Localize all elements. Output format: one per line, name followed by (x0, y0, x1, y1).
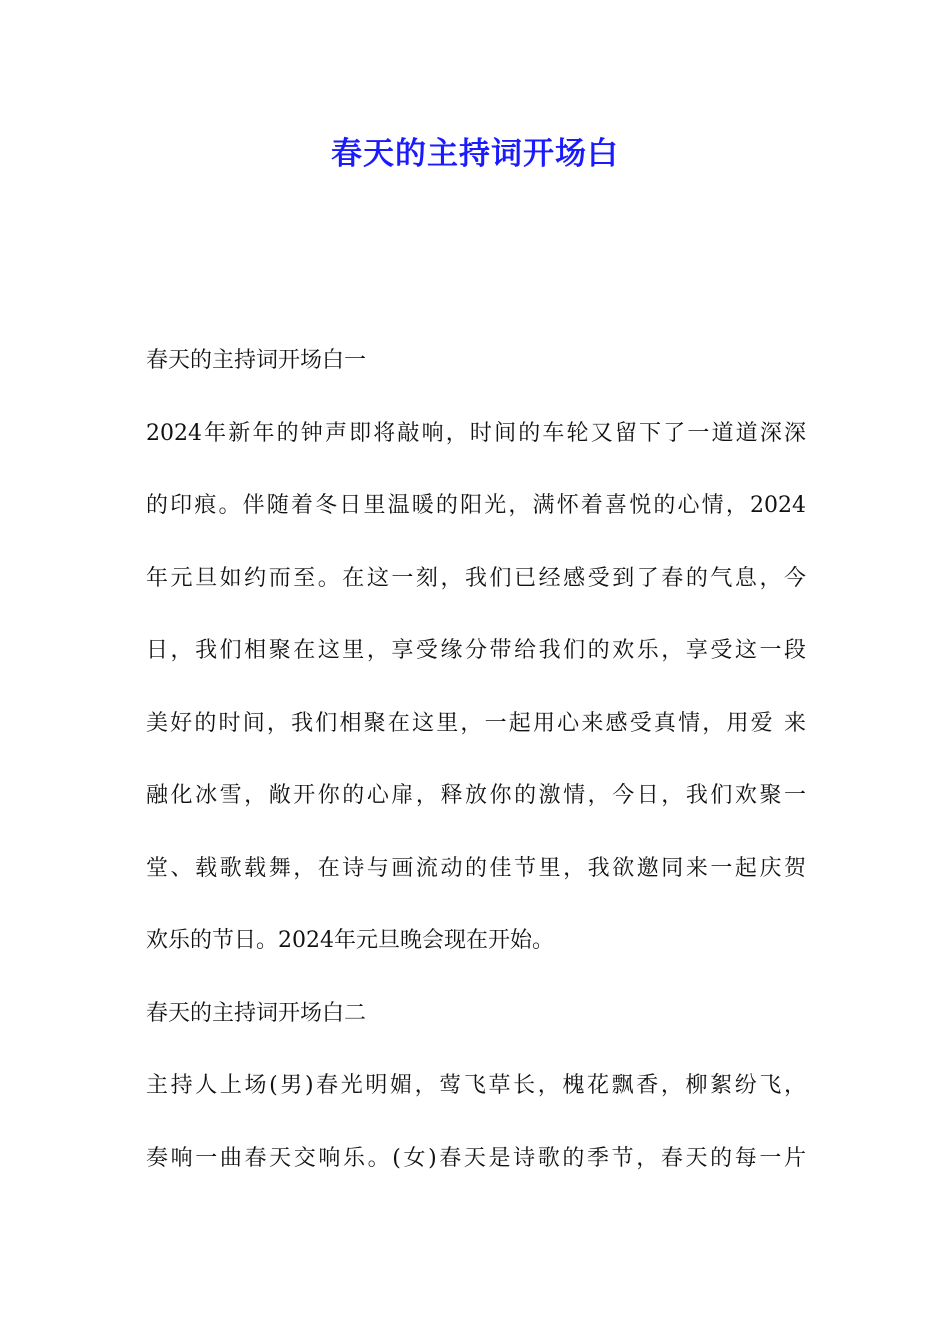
section-heading-1: 春天的主持词开场白一 (146, 348, 367, 373)
paragraph-line: 主持人上场(男)春光明媚，莺飞草长，槐花飘香，柳絮纷飞， (146, 1073, 806, 1098)
paragraph-line: 日，我们相聚在这里，享受缘分带给我们的欢乐，享受这一段 (146, 638, 806, 663)
paragraph-line: 2024年新年的钟声即将敲响，时间的车轮又留下了一道道深深 (146, 420, 806, 446)
paragraph-line: 融化冰雪，敞开你的心扉，释放你的激情，今日，我们欢聚一 (146, 783, 806, 808)
paragraph-line: 欢乐的节日。2024年元旦晚会现在开始。 (146, 928, 554, 953)
document-body (146, 325, 806, 1195)
paragraph-line: 年元旦如约而至。在这一刻，我们已经感受到了春的气息，今 (146, 565, 806, 591)
paragraph-line: 美好的时间，我们相聚在这里，一起用心来感受真情，用爱 来 (146, 710, 806, 736)
document-title: 春天的主持词开场白 (331, 136, 619, 172)
paragraph-line: 的印痕。伴随着冬日里温暖的阳光，满怀着喜悦的心情，2024 (146, 493, 806, 518)
paragraph-line: 堂、载歌载舞，在诗与画流动的佳节里，我欲邀同来一起庆贺 (146, 855, 806, 881)
paragraph-line: 奏响一曲春天交响乐。(女)春天是诗歌的季节，春天的每一片 (146, 1145, 806, 1171)
section-heading-2: 春天的主持词开场白二 (146, 1000, 367, 1026)
